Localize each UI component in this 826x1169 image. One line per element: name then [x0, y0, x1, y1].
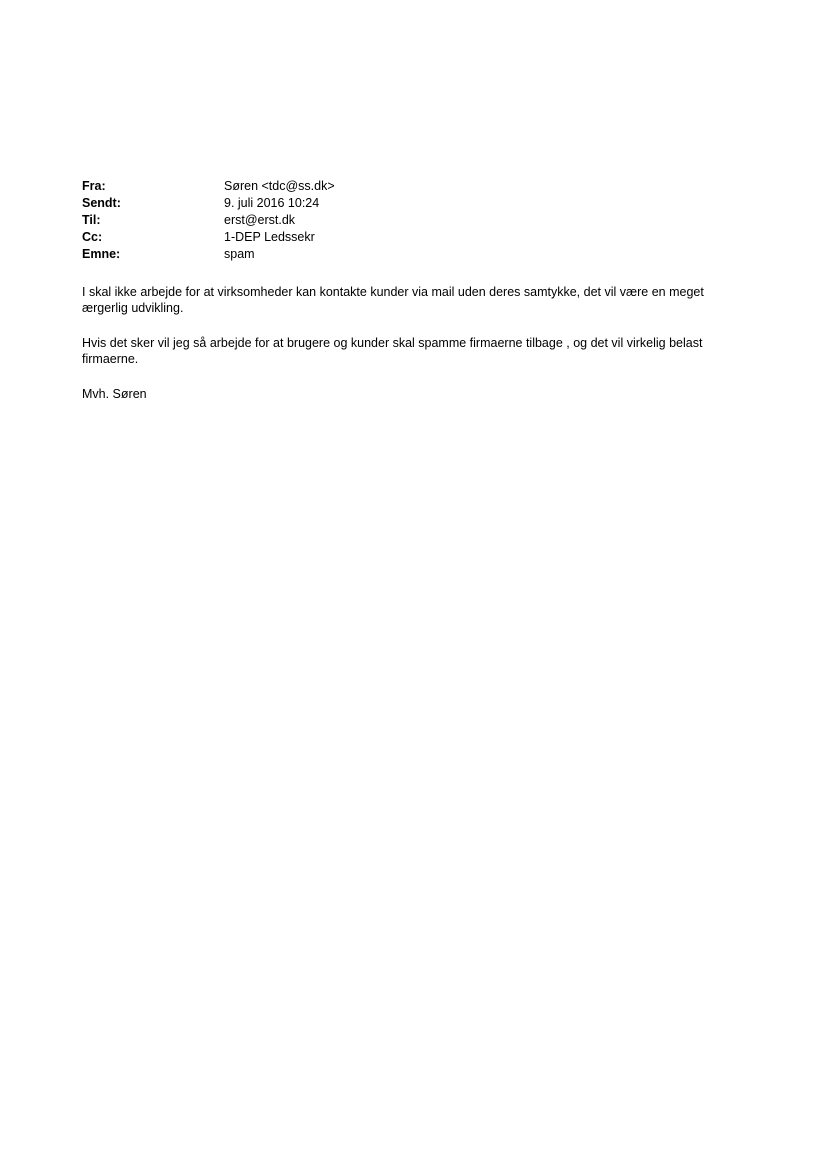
- to-label: Til:: [82, 213, 101, 227]
- email-body: [82, 284, 722, 421]
- body-paragraph-1: I skal ikke arbejde for at virksomheder kan kontakte kunder via mail uden deres samtykke, det vil være en meget ærgerlig udvikling.: [82, 285, 704, 315]
- subject-label: Emne:: [82, 247, 121, 261]
- to-row: [82, 212, 722, 229]
- body-paragraph-2: Hvis det sker vil jeg så arbejde for at brugere og kunder skal spamme firmaerne tilbage , og det vil virkelig belast firmaerne.: [82, 336, 703, 366]
- subject-value: spam: [224, 247, 255, 261]
- signature: Mvh. Søren: [82, 387, 147, 401]
- sent-label: Sendt:: [82, 196, 121, 210]
- from-value: Søren <tdc@ss.dk>: [224, 179, 335, 193]
- cc-value: 1-DEP Ledssekr: [224, 230, 315, 244]
- sent-value: 9. juli 2016 10:24: [224, 196, 320, 210]
- from-row: [82, 178, 722, 195]
- subject-row: [82, 246, 722, 263]
- sent-row: [82, 195, 722, 212]
- to-value: erst@erst.dk: [224, 213, 296, 227]
- from-label: Fra:: [82, 179, 106, 193]
- cc-row: [82, 229, 722, 246]
- email-header: [82, 178, 722, 263]
- cc-label: Cc:: [82, 230, 103, 244]
